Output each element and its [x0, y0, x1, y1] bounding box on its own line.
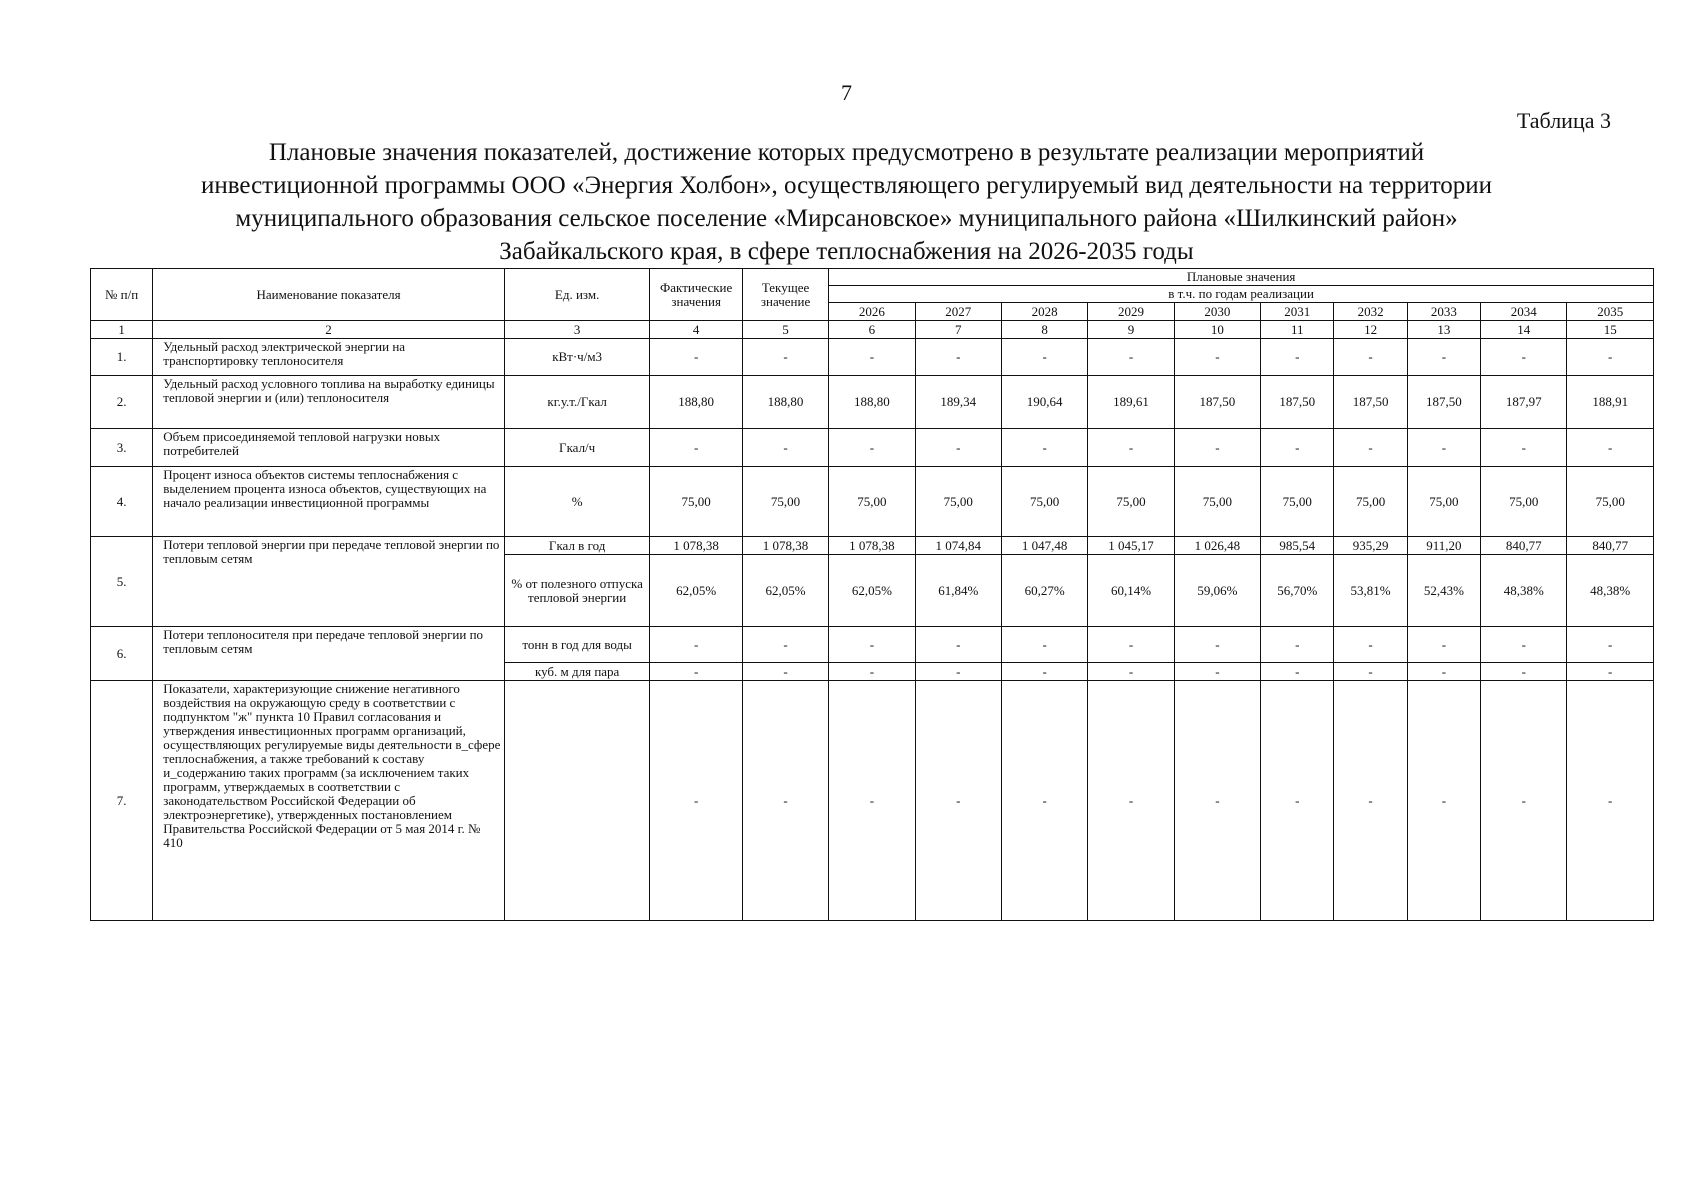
column-number: 1	[91, 321, 153, 339]
indicator-name: Объем присоединяемой тепловой нагрузки новых потребителей	[153, 429, 505, 467]
table-row	[91, 376, 1654, 429]
table-row	[91, 467, 1654, 537]
year-header: 2033	[1407, 303, 1480, 321]
value-cell: -	[742, 429, 828, 467]
unit-cell: Гкал в год	[504, 537, 650, 555]
value-cell: 187,97	[1481, 376, 1567, 429]
value-cell: -	[650, 627, 742, 663]
value-cell: -	[1174, 681, 1260, 921]
value-cell: 1 078,38	[742, 537, 828, 555]
column-number: 8	[1001, 321, 1087, 339]
value-cell: -	[650, 663, 742, 681]
document-title	[90, 136, 1603, 268]
value-cell: 61,84%	[915, 555, 1001, 627]
value-cell: -	[915, 681, 1001, 921]
value-cell: 189,34	[915, 376, 1001, 429]
value-cell: -	[1567, 429, 1654, 467]
value-cell: -	[650, 339, 742, 376]
value-cell: -	[1481, 663, 1567, 681]
value-cell: -	[1174, 663, 1260, 681]
value-cell: -	[1481, 681, 1567, 921]
value-cell: 1 078,38	[829, 537, 915, 555]
indicator-name: Потери теплоносителя при передаче тепловой энергии по тепловым сетям	[153, 627, 505, 681]
table-row	[91, 429, 1654, 467]
value-cell: 75,00	[1001, 467, 1087, 537]
column-number: 12	[1334, 321, 1407, 339]
value-cell: -	[1088, 627, 1174, 663]
value-cell: -	[1481, 339, 1567, 376]
value-cell: 1 045,17	[1088, 537, 1174, 555]
value-cell: -	[742, 663, 828, 681]
value-cell: -	[1481, 627, 1567, 663]
value-cell: 48,38%	[1481, 555, 1567, 627]
value-cell: 188,80	[650, 376, 742, 429]
table-row	[91, 537, 1654, 555]
value-cell: -	[915, 339, 1001, 376]
value-cell: 75,00	[1334, 467, 1407, 537]
header-unit: Ед. изм.	[504, 269, 650, 321]
column-number: 5	[742, 321, 828, 339]
value-cell: -	[1334, 429, 1407, 467]
value-cell: 187,50	[1407, 376, 1480, 429]
value-cell: -	[1407, 663, 1480, 681]
year-header: 2032	[1334, 303, 1407, 321]
header-num: № п/п	[91, 269, 153, 321]
row-number: 5.	[91, 537, 153, 627]
value-cell: 75,00	[1567, 467, 1654, 537]
value-cell: 187,50	[1261, 376, 1334, 429]
value-cell: 840,77	[1567, 537, 1654, 555]
value-cell: -	[1261, 681, 1334, 921]
value-cell: -	[1567, 627, 1654, 663]
value-cell: -	[1001, 663, 1087, 681]
column-number: 14	[1481, 321, 1567, 339]
value-cell: -	[742, 681, 828, 921]
table-row	[91, 339, 1654, 376]
value-cell: 188,80	[829, 376, 915, 429]
year-header: 2035	[1567, 303, 1654, 321]
value-cell: -	[1088, 681, 1174, 921]
value-cell: 75,00	[650, 467, 742, 537]
title-line: Плановые значения показателей, достижение которых предусмотрено в результате реализации мероприятий	[268, 139, 1425, 166]
value-cell: 190,64	[1001, 376, 1087, 429]
value-cell: 62,05%	[829, 555, 915, 627]
value-cell: -	[1261, 663, 1334, 681]
year-header: 2026	[829, 303, 915, 321]
year-header: 2027	[915, 303, 1001, 321]
column-number: 10	[1174, 321, 1260, 339]
header-name: Наименование показателя	[153, 269, 505, 321]
value-cell: 75,00	[1481, 467, 1567, 537]
value-cell: 935,29	[1334, 537, 1407, 555]
value-cell: -	[650, 681, 742, 921]
value-cell: 840,77	[1481, 537, 1567, 555]
value-cell: -	[1174, 339, 1260, 376]
title-line: инвестиционной программы ООО «Энергия Холбон», осуществляющего регулируемый вид деятельности на территории	[200, 172, 1493, 199]
unit-cell: кг.у.т./Гкал	[504, 376, 650, 429]
value-cell: -	[1334, 339, 1407, 376]
value-cell: 1 074,84	[915, 537, 1001, 555]
value-cell: 187,50	[1334, 376, 1407, 429]
value-cell: -	[1001, 339, 1087, 376]
value-cell: -	[1261, 339, 1334, 376]
row-number: 2.	[91, 376, 153, 429]
value-cell: -	[1174, 429, 1260, 467]
value-cell: -	[650, 429, 742, 467]
value-cell: 75,00	[1088, 467, 1174, 537]
header-actual: Фактические значения	[650, 269, 742, 321]
value-cell: 75,00	[915, 467, 1001, 537]
column-number: 3	[504, 321, 650, 339]
value-cell: 189,61	[1088, 376, 1174, 429]
value-cell: -	[915, 627, 1001, 663]
column-number: 15	[1567, 321, 1654, 339]
indicator-name: Показатели, характеризующие снижение негативного воздействия на окружающую среду в соответствии с подпунктом "ж" пункта 10 Правил согласования и утверждения инвестиционных программ организаций, осуществляющих регулируемые виды деятельности в_сфере теплоснабжения, а также требований к составу и_содержанию таких программ (за исключением таких программ, утверждаемых в соответствии с законодательством Российской Федерации об электроэнергетике), утвержденных постановлением Правительства Российской Федерации от 5 мая 2014 г. № 410	[153, 681, 505, 921]
value-cell: -	[1001, 627, 1087, 663]
column-number: 6	[829, 321, 915, 339]
value-cell: -	[829, 663, 915, 681]
value-cell: 60,14%	[1088, 555, 1174, 627]
value-cell: -	[1261, 429, 1334, 467]
value-cell: 60,27%	[1001, 555, 1087, 627]
value-cell: -	[1407, 429, 1480, 467]
value-cell: -	[1174, 627, 1260, 663]
row-number: 7.	[91, 681, 153, 921]
value-cell: 52,43%	[1407, 555, 1480, 627]
value-cell: -	[742, 339, 828, 376]
value-cell: 911,20	[1407, 537, 1480, 555]
table-row	[91, 627, 1654, 663]
column-number: 4	[650, 321, 742, 339]
value-cell: -	[829, 627, 915, 663]
value-cell: 1 026,48	[1174, 537, 1260, 555]
value-cell: 985,54	[1261, 537, 1334, 555]
value-cell: 53,81%	[1334, 555, 1407, 627]
row-number: 3.	[91, 429, 153, 467]
value-cell: -	[1001, 429, 1087, 467]
unit-cell: тонн в год для воды	[504, 627, 650, 663]
value-cell: -	[742, 627, 828, 663]
header-current: Текущее значение	[742, 269, 828, 321]
value-cell: -	[829, 429, 915, 467]
value-cell: -	[1088, 429, 1174, 467]
year-header: 2034	[1481, 303, 1567, 321]
value-cell: 75,00	[829, 467, 915, 537]
value-cell: 1 078,38	[650, 537, 742, 555]
row-number: 4.	[91, 467, 153, 537]
indicator-name: Потери тепловой энергии при передаче тепловой энергии по тепловым сетям	[153, 537, 505, 627]
unit-cell: % от полезного отпуска тепловой энергии	[504, 555, 650, 627]
value-cell: -	[915, 429, 1001, 467]
unit-cell: Гкал/ч	[504, 429, 650, 467]
value-cell: -	[1567, 663, 1654, 681]
table-row	[91, 681, 1654, 921]
title-line: муниципального образования сельское поселение «Мирсановское» муниципального района «Шилкинский район»	[235, 205, 1458, 232]
year-header: 2028	[1001, 303, 1087, 321]
value-cell: 187,50	[1174, 376, 1260, 429]
year-header: 2029	[1088, 303, 1174, 321]
unit-cell: %	[504, 467, 650, 537]
header-by-years: в т.ч. по годам реализации	[829, 286, 1654, 303]
title-line: Забайкальского края, в сфере теплоснабжения на 2026-2035 годы	[499, 238, 1194, 265]
value-cell: -	[1481, 429, 1567, 467]
value-cell: 59,06%	[1174, 555, 1260, 627]
value-cell: -	[1088, 339, 1174, 376]
value-cell: -	[1088, 663, 1174, 681]
year-header: 2031	[1261, 303, 1334, 321]
value-cell: 62,05%	[650, 555, 742, 627]
value-cell: -	[829, 339, 915, 376]
indicator-name: Удельный расход условного топлива на выработку единицы тепловой энергии и (или) теплоносителя	[153, 376, 505, 429]
value-cell: -	[1334, 627, 1407, 663]
page-number: 7	[841, 80, 852, 105]
value-cell: 56,70%	[1261, 555, 1334, 627]
indicators-table	[90, 268, 1654, 921]
unit-cell: куб. м для пара	[504, 663, 650, 681]
value-cell: -	[1261, 627, 1334, 663]
value-cell: 62,05%	[742, 555, 828, 627]
column-number: 11	[1261, 321, 1334, 339]
value-cell: -	[1407, 681, 1480, 921]
value-cell: 48,38%	[1567, 555, 1654, 627]
column-number: 7	[915, 321, 1001, 339]
indicator-name: Удельный расход электрической энергии на транспортировку теплоносителя	[153, 339, 505, 376]
value-cell: 75,00	[1174, 467, 1260, 537]
column-number: 2	[153, 321, 505, 339]
unit-cell	[504, 681, 650, 921]
value-cell: 75,00	[742, 467, 828, 537]
indicator-name: Процент износа объектов системы теплоснабжения с выделением процента износа объектов, существующих на начало реализации инвестиционной программы	[153, 467, 505, 537]
row-number: 1.	[91, 339, 153, 376]
value-cell: -	[1334, 681, 1407, 921]
row-number: 6.	[91, 627, 153, 681]
value-cell: 75,00	[1407, 467, 1480, 537]
value-cell: 188,91	[1567, 376, 1654, 429]
value-cell: 75,00	[1261, 467, 1334, 537]
value-cell: -	[1567, 681, 1654, 921]
value-cell: -	[829, 681, 915, 921]
unit-cell: кВт·ч/м3	[504, 339, 650, 376]
value-cell: -	[1407, 627, 1480, 663]
table-label: Таблица 3	[1516, 108, 1611, 133]
value-cell: -	[1567, 339, 1654, 376]
header-planned: Плановые значения	[829, 269, 1654, 286]
value-cell: -	[915, 663, 1001, 681]
value-cell: 1 047,48	[1001, 537, 1087, 555]
value-cell: -	[1334, 663, 1407, 681]
value-cell: -	[1407, 339, 1480, 376]
value-cell: 188,80	[742, 376, 828, 429]
column-number: 9	[1088, 321, 1174, 339]
year-header: 2030	[1174, 303, 1260, 321]
column-number: 13	[1407, 321, 1480, 339]
value-cell: -	[1001, 681, 1087, 921]
